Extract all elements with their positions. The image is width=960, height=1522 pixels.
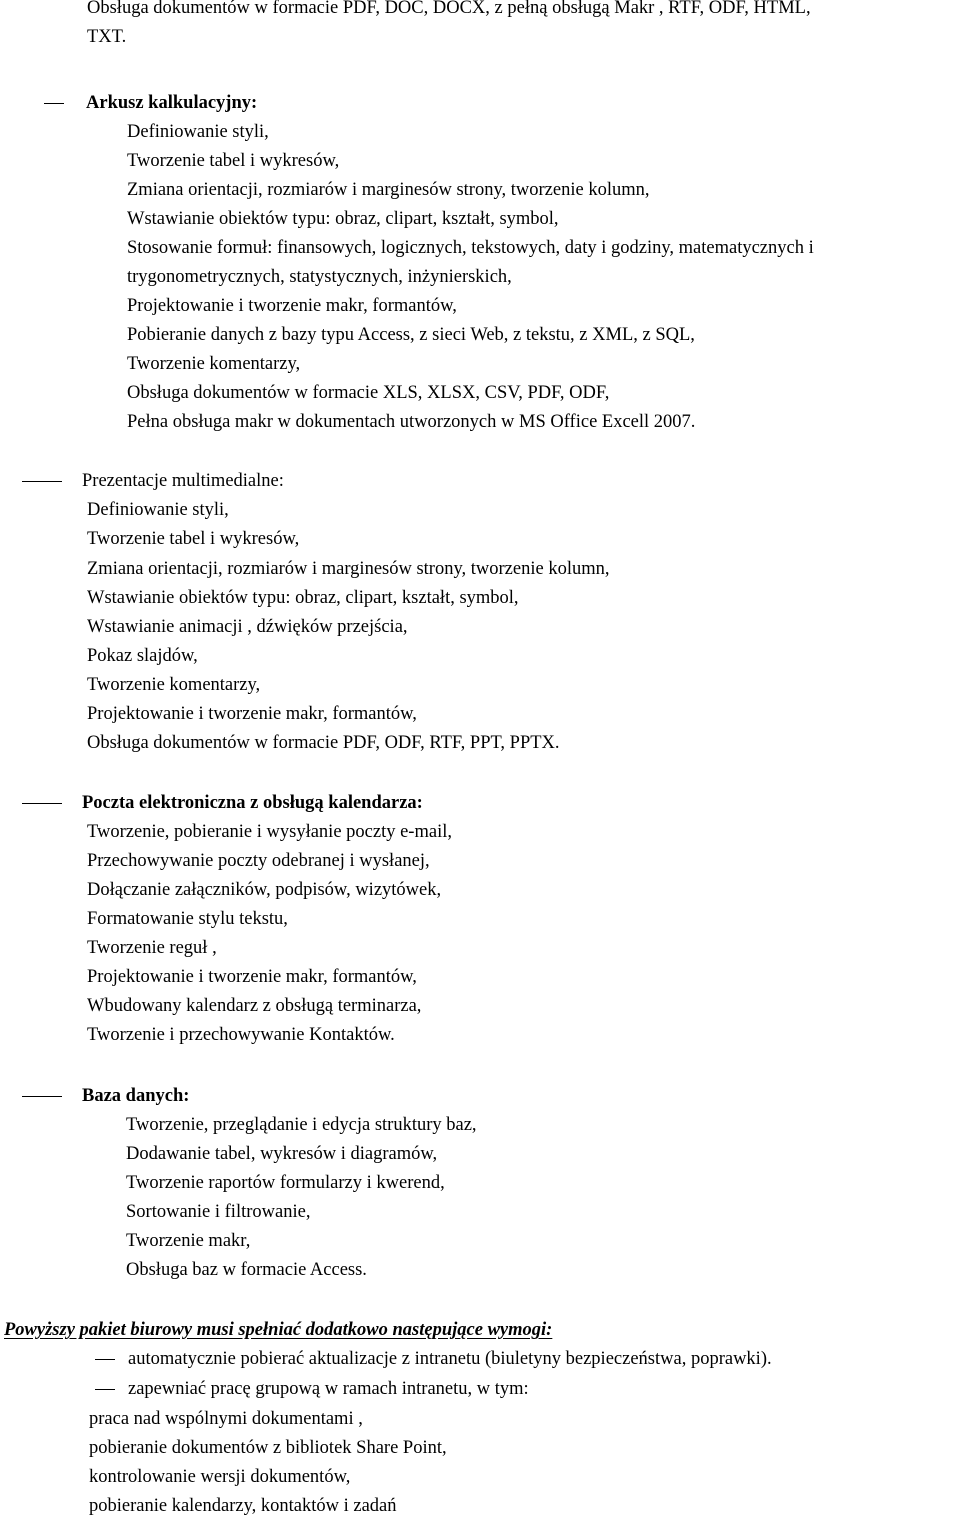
list-item: Tworzenie i przechowywanie Kontaktów. [87,1025,395,1045]
section-heading-poczta: Poczta elektroniczna z obsługą kalendarza: [82,793,423,813]
dash-bullet [95,1389,115,1390]
list-item: Sortowanie i filtrowanie, [126,1202,311,1222]
dash-bullet [95,1359,115,1360]
list-item: Tworzenie tabel i wykresów, [87,529,300,549]
list-item: Pokaz slajdów, [87,646,198,666]
list-item: trygonometrycznych, statystycznych, inżynierskich, [127,267,512,287]
list-item: Wstawianie animacji , dźwięków przejścia, [87,617,408,637]
list-item: Dołączanie załączników, podpisów, wizytówek, [87,880,442,900]
intro-line-1: Obsługa dokumentów w formacie PDF, DOC, DOCX, z pełną obsługą Makr , RTF, ODF, HTML, [87,0,811,18]
list-item: Projektowanie i tworzenie makr, formantów, [87,967,417,987]
section-heading-baza: Baza danych: [82,1086,190,1106]
intro-line-2: TXT. [87,27,127,47]
list-item: Tworzenie reguł , [87,938,217,958]
list-item: Tworzenie komentarzy, [127,354,301,374]
list-item: Wstawianie obiektów typu: obraz, clipart, kształt, symbol, [87,588,519,608]
list-item: Zmiana orientacji, rozmiarów i marginesów strony, tworzenie kolumn, [127,180,650,200]
list-item: Obsługa dokumentów w formacie XLS, XLSX, CSV, PDF, ODF, [127,383,610,403]
list-item: Definiowanie styli, [87,500,229,520]
list-item: Dodawanie tabel, wykresów i diagramów, [126,1144,438,1164]
list-item: Stosowanie formuł: finansowych, logicznych, tekstowych, daty i godziny, matematycznych i [127,238,814,258]
list-item: pobieranie kalendarzy, kontaktów i zadań [89,1496,397,1516]
list-item: Tworzenie makr, [126,1231,251,1251]
list-item: Projektowanie i tworzenie makr, formantów, [87,704,417,724]
list-item: Tworzenie komentarzy, [87,675,261,695]
dash-bullet [22,803,62,804]
list-item: Tworzenie tabel i wykresów, [127,151,340,171]
list-item: Obsługa baz w formacie Access. [126,1260,367,1280]
list-item: kontrolowanie wersji dokumentów, [89,1467,351,1487]
dash-bullet [44,103,64,104]
list-item: Zmiana orientacji, rozmiarów i marginesów strony, tworzenie kolumn, [87,559,610,579]
list-item: Tworzenie, przeglądanie i edycja struktury baz, [126,1115,477,1135]
list-item: Wstawianie obiektów typu: obraz, clipart, kształt, symbol, [127,209,559,229]
list-item: Obsługa dokumentów w formacie PDF, ODF, RTF, PPT, PPTX. [87,733,560,753]
requirements-heading: Powyższy pakiet biurowy musi spełniać dodatkowo następujące wymogi: [4,1320,553,1340]
requirement-bullet: automatycznie pobierać aktualizacje z intranetu (biuletyny bezpieczeństwa, poprawki). [128,1349,772,1369]
list-item: Formatowanie stylu tekstu, [87,909,288,929]
list-item: Projektowanie i tworzenie makr, formantów, [127,296,457,316]
dash-bullet [22,1096,62,1097]
list-item: praca nad wspólnymi dokumentami , [89,1409,363,1429]
list-item: Definiowanie styli, [127,122,269,142]
section-heading-prezentacje: Prezentacje multimedialne: [82,471,284,491]
list-item: Pobieranie danych z bazy typu Access, z sieci Web, z tekstu, z XML, z SQL, [127,325,695,345]
list-item: Tworzenie, pobieranie i wysyłanie poczty e-mail, [87,822,452,842]
requirement-bullet: zapewniać pracę grupową w ramach intranetu, w tym: [128,1379,529,1399]
list-item: Tworzenie raportów formularzy i kwerend, [126,1173,445,1193]
list-item: pobieranie dokumentów z bibliotek Share Point, [89,1438,447,1458]
section-heading-arkusz: Arkusz kalkulacyjny: [86,93,258,113]
list-item: Przechowywanie poczty odebranej i wysłanej, [87,851,430,871]
dash-bullet [22,481,62,482]
list-item: Wbudowany kalendarz z obsługą terminarza, [87,996,422,1016]
list-item: Pełna obsługa makr w dokumentach utworzonych w MS Office Excell 2007. [127,412,696,432]
